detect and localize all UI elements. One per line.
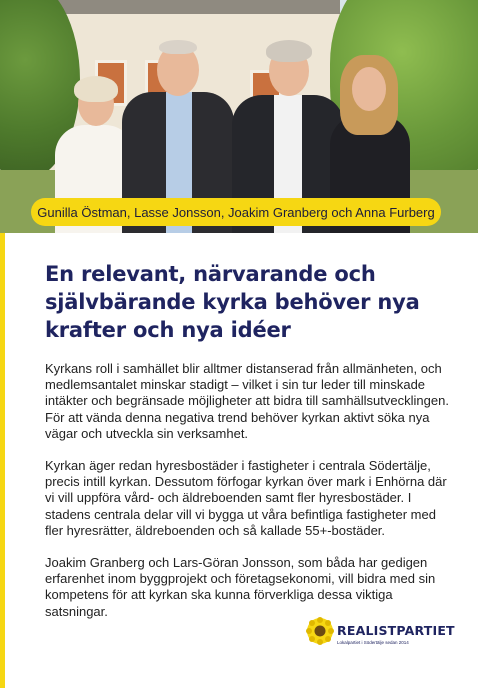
accent-stripe: [0, 233, 5, 688]
logo-wordmark: REALISTPARTIET: [337, 623, 455, 638]
article-headline: En relevant, närvarande och självbärande kyrka behöver nya krafter och nya idéer: [45, 262, 420, 342]
article-paragraph: Kyrkan äger redan hyresbostäder i fastigheter i centrala Södertälje, precis intill kyrkan. Dessutom förfogar kyrkan över mark i Enhörna där vi vill uppföra vård- och äldreboenden samt fler hyresbostäder. I stadens centrala delar vill vi bygga ut våra befintliga fastigheter med fler hyresrätter, äldreboenden och så kallade 55+-bostäder.: [45, 458, 447, 538]
logo-tagline: Lokalpartiet i Södertälje sedan 2014: [337, 640, 409, 645]
article-paragraph: Kyrkans roll i samhället blir alltmer distanserad från allmänheten, och medlemsantalet minskar stadigt – vilket i sin tur leder till minskade intäkter och begränsade möjligheter att bidra till samhällsutvecklingen. För att vända denna negativa trend behöver kyrkan aktivt söka nya vägar och utveckla sin verksamhet.: [45, 361, 449, 441]
article-paragraph: Joakim Granberg och Lars-Göran Jonsson, som båda har gedigen erfarenhet inom byggprojekt och företagsekonomi, vill bidra med sin kompetens för att kyrkan ska kunna förverkliga dessa viktiga satsningar.: [45, 555, 436, 619]
sunflower-icon: [305, 616, 335, 646]
realistpartiet-logo: [305, 616, 455, 658]
group-photo: [0, 0, 478, 233]
photo-roof: [40, 0, 340, 14]
article-body: [45, 361, 455, 636]
photo-caption: Gunilla Östman, Lasse Jonsson, Joakim Granberg och Anna Furberg: [31, 198, 441, 226]
